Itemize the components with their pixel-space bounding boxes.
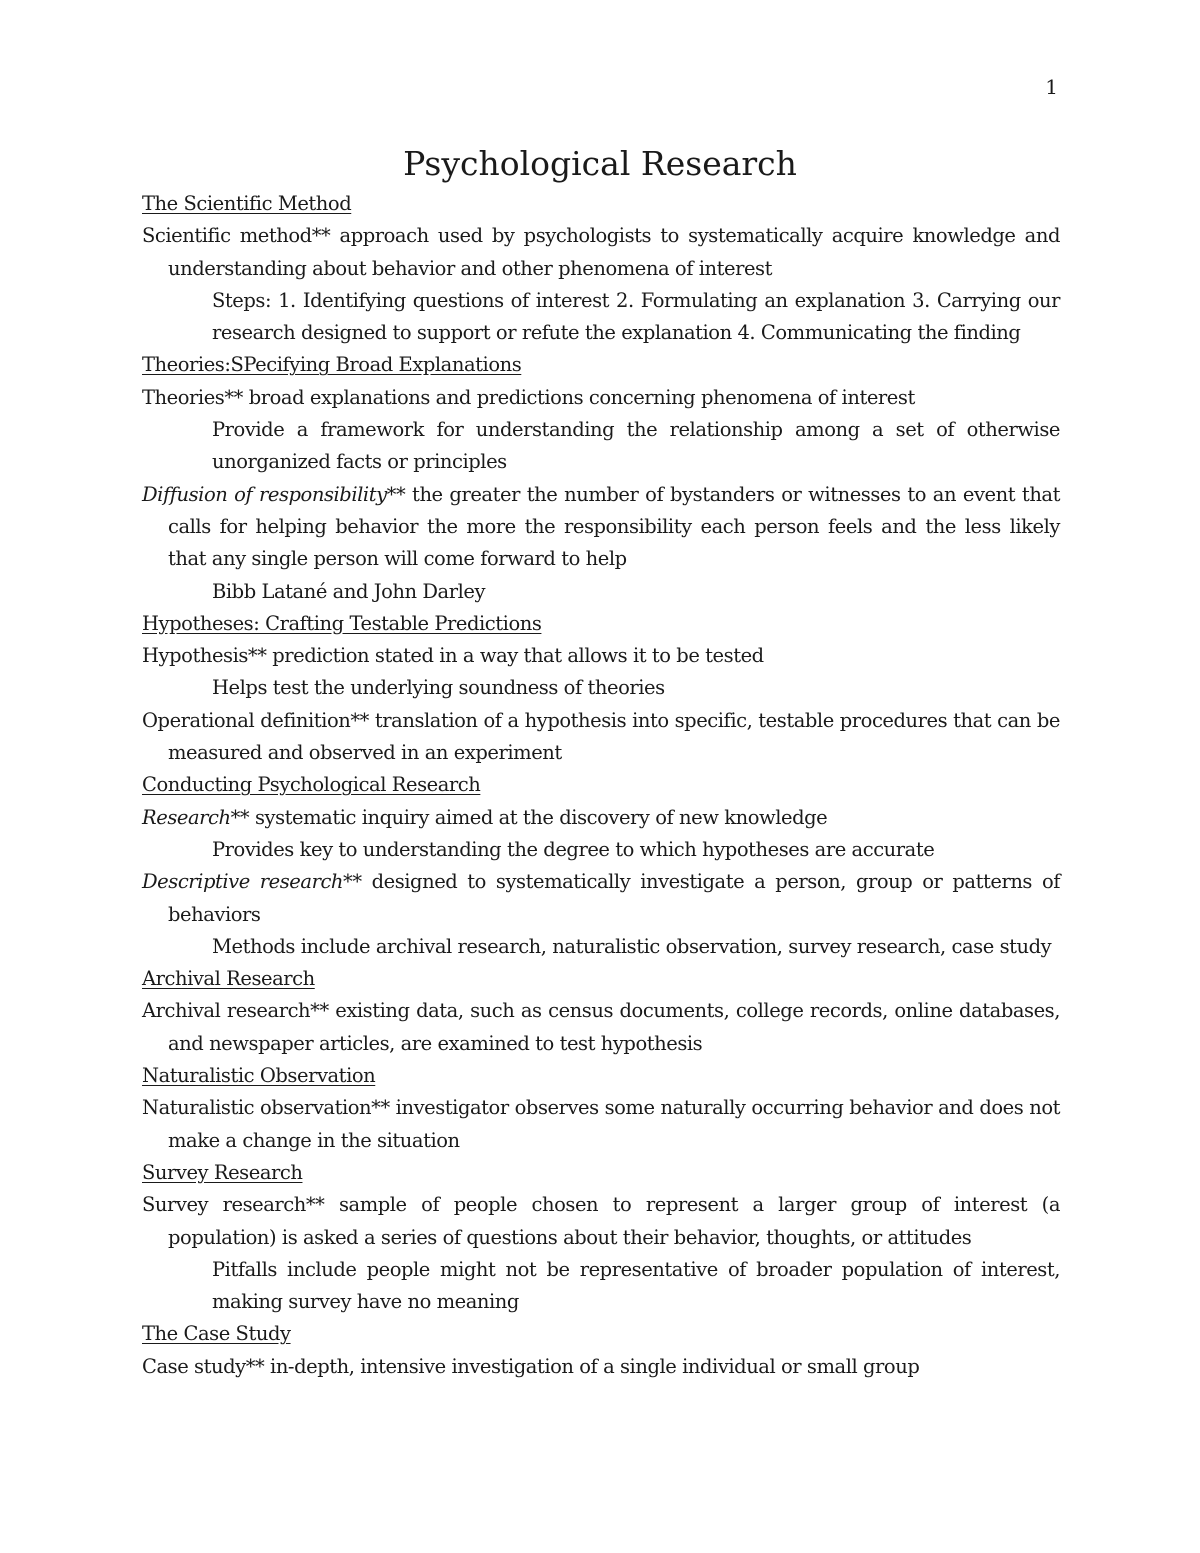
definition-text: ** systematic inquiry aimed at the discovery of new knowledge <box>230 805 828 829</box>
definition-operational-definition: Operational definition** translation of a hypothesis into specific, testable procedures that can be measured and observed in an experiment <box>142 708 1060 765</box>
term-research: Research <box>142 805 231 829</box>
term-descriptive-research: Descriptive research <box>142 870 344 894</box>
section-heading-survey-research: Survey Research <box>142 1160 303 1184</box>
note-key-understanding: Provides key to understanding the degree to which hypotheses are accurate <box>212 837 935 861</box>
document-body <box>142 188 1060 1383</box>
section-heading-scientific-method: The Scientific Method <box>142 192 352 215</box>
definition-naturalistic-observation: Naturalistic observation** investigator observes some naturally occurring behavior and does not make a change in the situation <box>142 1096 1060 1152</box>
definition-case-study: Case study** in-depth, intensive investigation of a single individual or small group <box>142 1354 920 1378</box>
page-title: Psychological Research <box>403 144 797 183</box>
definition-descriptive-research <box>142 866 1060 931</box>
section-heading-naturalistic-observation: Naturalistic Observation <box>142 1064 376 1088</box>
definition-text: ** the greater the number of bystanders or witnesses to an event that calls for helping behavior the more the responsibility each person feels and the less likely that any single person will come forward to help <box>168 482 1060 571</box>
section-heading-theories: Theories:SPecifying Broad Explanations <box>142 353 522 377</box>
term-diffusion-of-responsibility: Diffusion of responsibility <box>142 482 387 506</box>
definition-text: ** designed to systematically investigate a person, group or patterns of behaviors <box>168 870 1061 926</box>
note-pitfalls: Pitfalls include people might not be representative of broader population of interest, making survey have no meaning <box>212 1257 1060 1314</box>
page-number: 1 <box>1045 75 1058 99</box>
definition-hypothesis: Hypothesis** prediction stated in a way that allows it to be tested <box>142 644 764 668</box>
note-soundness: Helps test the underlying soundness of theories <box>212 676 665 700</box>
note-researchers: Bibb Latané and John Darley <box>212 579 486 603</box>
definition-theories: Theories** broad explanations and predictions concerning phenomena of interest <box>142 385 915 409</box>
definition-diffusion-of-responsibility <box>142 479 1060 576</box>
section-heading-case-study: The Case Study <box>142 1322 291 1346</box>
section-heading-conducting-research: Conducting Psychological Research <box>142 773 481 797</box>
note-framework: Provide a framework for understanding the relationship among a set of otherwise unorganized facts or principles <box>212 418 1060 474</box>
section-heading-archival-research: Archival Research <box>142 967 315 991</box>
note-methods: Methods include archival research, naturalistic observation, survey research, case study <box>212 934 1052 958</box>
definition-archival-research: Archival research** existing data, such as census documents, college records, online databases, and newspaper articles, are examined to test hypothesis <box>142 999 1060 1055</box>
section-heading-hypotheses: Hypotheses: Crafting Testable Predictions <box>142 611 542 635</box>
definition-survey-research: Survey research** sample of people chosen to represent a larger group of interest (a population) is asked a series of questions about their behavior, thoughts, or attitudes <box>142 1193 1060 1249</box>
note-steps: Steps: 1. Identifying questions of interest 2. Formulating an explanation 3. Carrying our research designed to support or refute the explanation 4. Communicating the finding <box>212 288 1060 345</box>
definition-research <box>142 802 1060 834</box>
definition-scientific-method: Scientific method** approach used by psychologists to systematically acquire knowledge and understanding about behavior and other phenomena of interest <box>142 224 1060 280</box>
